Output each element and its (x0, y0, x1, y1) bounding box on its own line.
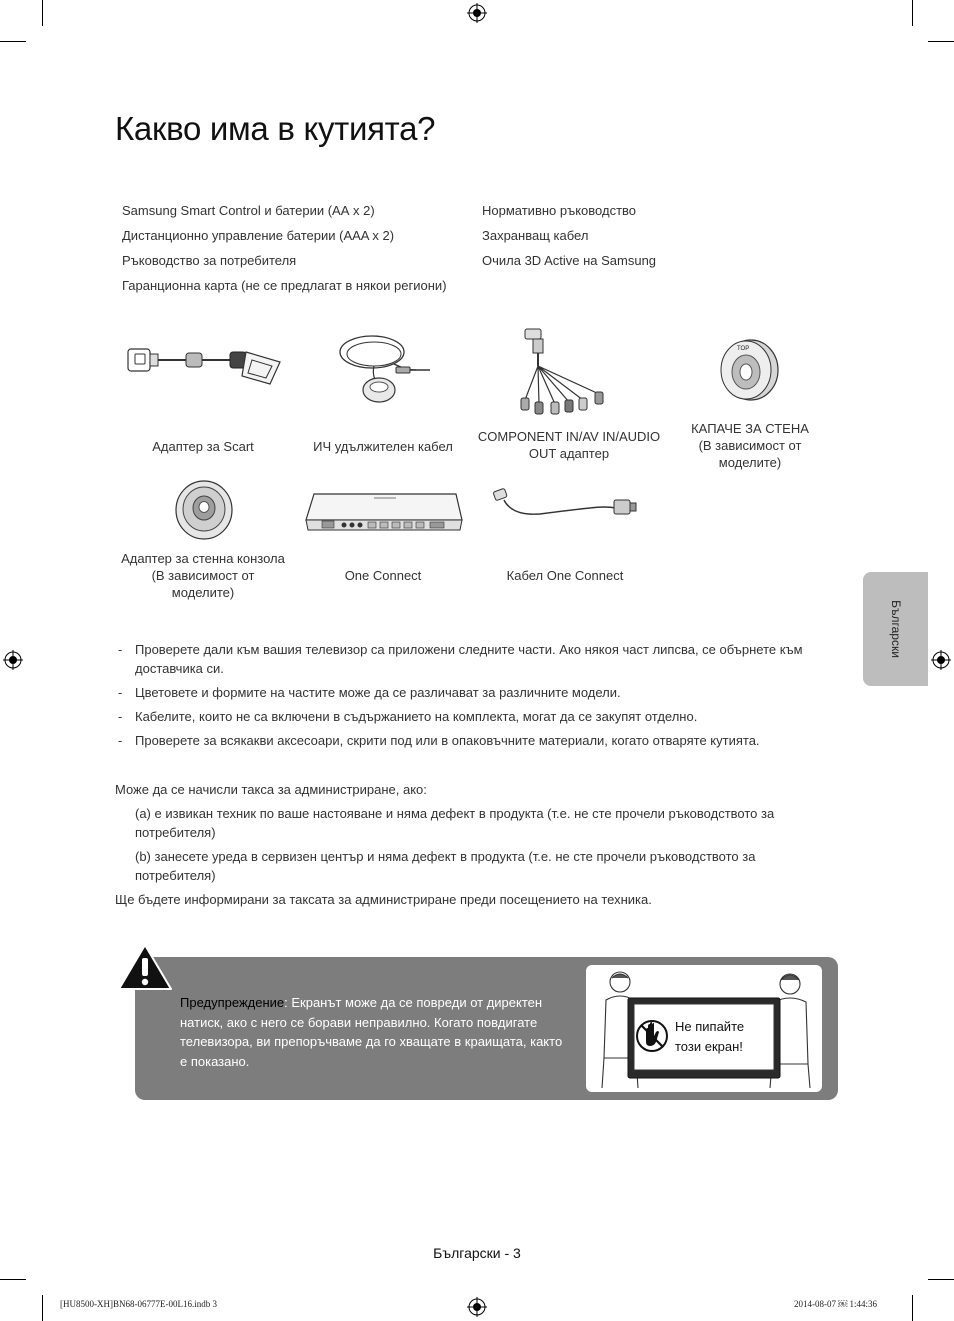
note-text: Проверете за всякакви аксесоари, скрити под или в опаковъчните материали, когато отваряте кутията. (135, 733, 760, 748)
admin-fee-section (115, 780, 825, 909)
one-connect-box-icon (304, 490, 464, 534)
note-text: Проверете дали към вашия телевизор са приложени следните части. Ако някоя част липсва, се обърнете към доставчика си. (135, 642, 803, 676)
wall-cap-icon (717, 336, 781, 404)
contents-list-right (482, 198, 822, 273)
ir-cable-icon (334, 330, 434, 406)
wall-mount-adapter-icon (172, 478, 236, 542)
list-item: Очила 3D Active на Samsung (482, 253, 657, 268)
language-side-tab-label: Български (888, 600, 903, 658)
scart-adapter-icon (122, 340, 284, 388)
note-item (115, 683, 825, 702)
crop-mark (42, 0, 43, 26)
warning-triangle-icon (116, 942, 174, 992)
note-item (115, 707, 825, 726)
registration-mark-icon (931, 650, 951, 670)
caption-wall-cap (680, 420, 820, 471)
caption-wall-cap-note: (В зависимост от моделите) (698, 438, 802, 470)
wall-cap-top-label: TOP (737, 346, 750, 352)
list-item: Ръководство за потребителя (122, 253, 297, 268)
list-item: Нормативно ръководство (482, 203, 637, 218)
language-side-tab (863, 572, 928, 686)
caption-component: COMPONENT IN/AV IN/AUDIO OUT адаптер (477, 429, 661, 461)
caption-ir-cable: ИЧ удължителен кабел (313, 439, 453, 454)
caption-one-connect-cable: Кабел One Connect (506, 568, 624, 583)
list-item: Дистанционно управление батерии (AAA x 2) (122, 228, 395, 243)
crop-mark (42, 1295, 43, 1321)
caption-wall-adapter (113, 550, 293, 601)
page-number: Български - 3 (433, 1245, 521, 1261)
warning-text (180, 993, 570, 1071)
page-title: Какво има в кутията? (115, 110, 436, 147)
crop-mark (928, 41, 954, 42)
caption-scart: Адаптер за Scart (152, 439, 254, 454)
list-item: Захранващ кабел (482, 228, 589, 243)
one-connect-cable-icon (490, 486, 640, 528)
note-dash: - (118, 685, 123, 700)
crop-mark (928, 1279, 954, 1280)
warning-label: Предупреждение (180, 995, 285, 1010)
note-dash: - (118, 709, 123, 724)
notes-list (115, 640, 825, 755)
crop-mark (912, 1295, 913, 1321)
caption-wall-adapter-title: Адаптер за стенна конзола (121, 551, 285, 566)
note-text: Кабелите, които не са включени в съдържанието на комплекта, могат да се закупят отделно. (135, 709, 698, 724)
crop-mark (912, 0, 913, 26)
admin-fee-intro: Може да се начисли такса за администриране, ако: (115, 782, 427, 797)
caption-wall-adapter-note: (В зависимост от моделите) (151, 568, 255, 600)
admin-fee-item-b: (b) занесете уреда в сервизен център и няма дефект в продукта (т.е. не сте прочели ръководството за потребителя) (135, 849, 756, 883)
print-slug-right: 2014-08-07 ￼ 1:44:36 (794, 1299, 877, 1309)
admin-fee-item-a: (a) е извикан техник по ваше настояване и няма дефект в продукта (т.е. не сте прочели ръководството за потребителя) (135, 806, 775, 840)
note-item (115, 731, 825, 750)
caption-one-connect: One Connect (344, 568, 422, 583)
list-item: Гаранционна карта (не се предлагат в някои региони) (122, 278, 447, 293)
contents-list-left (122, 198, 477, 298)
component-adapter-icon (507, 326, 617, 416)
crop-mark (0, 1279, 26, 1280)
do-not-touch-line2: този екран! (675, 1039, 743, 1054)
note-item (115, 640, 825, 678)
do-not-touch-line1: Не пипайте (675, 1019, 745, 1034)
note-dash: - (118, 733, 123, 748)
warning-body: : Екранът може да се повреди от директен натиск, ако с него се борави неправилно. Когато повдигате телевизора, ви препоръчваме да го хващате в краищата, както е показано. (180, 995, 563, 1069)
note-dash: - (118, 642, 123, 657)
caption-wall-cap-title: КАПАЧЕ ЗА СТЕНА (691, 421, 809, 436)
registration-mark-icon (3, 650, 23, 670)
registration-mark-icon (467, 3, 487, 23)
print-slug-left: [HU8500-XH]BN68-06777E-00L16.indb 3 (60, 1299, 217, 1309)
do-not-touch-screen-label (675, 1017, 744, 1057)
crop-mark (0, 41, 26, 42)
admin-fee-outro: Ще бъдете информирани за таксата за администриране преди посещението на техника. (115, 892, 652, 907)
registration-mark-icon (467, 1297, 487, 1317)
note-text: Цветовете и формите на частите може да се различават за различните модели. (135, 685, 621, 700)
list-item: Samsung Smart Control и батерии (АА x 2) (122, 203, 375, 218)
